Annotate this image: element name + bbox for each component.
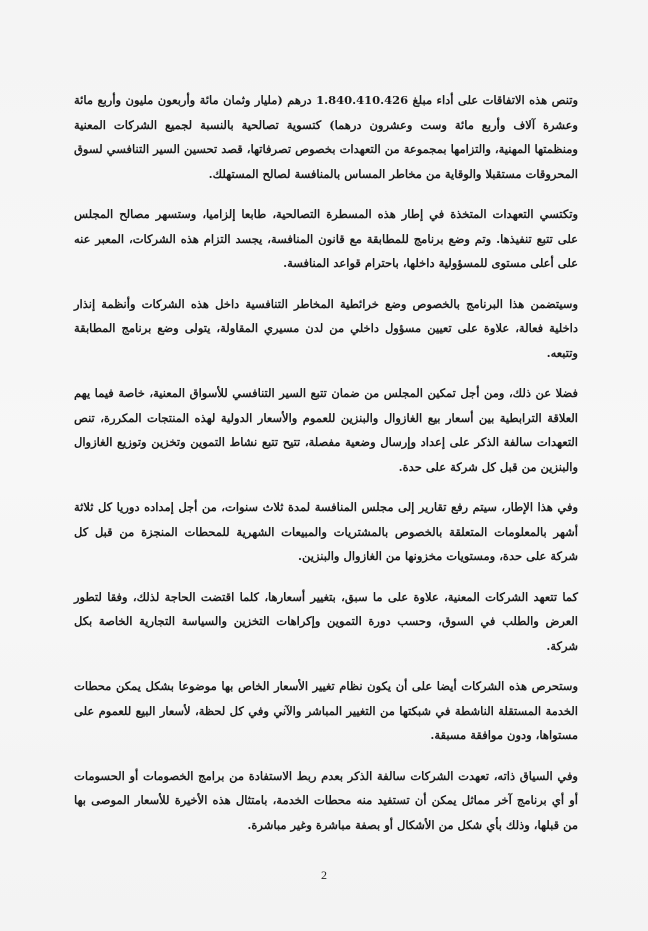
paragraph-compliance-program: وسيتضمن هذا البرنامج بالخصوص وضع خرائطية المخاطر التنافسية داخل هذه الشركات وأنظمة إنذار داخلية فعالة، علاوة على تعيين مسؤول داخلي من لدن مسيري المقاولة، يتولى وضع برنامج المطابقة وتتبعه. [74, 296, 578, 360]
paragraph-quarterly-reports: وفي هذا الإطار، سيتم رفع تقارير إلى مجلس المنافسة لمدة ثلاث سنوات، من أجل إمداده دوريا كل ثلاثة أشهر بالمعلومات المتعلقة بالخصوص بالمشتريات والمبيعات الشهرية للمحطات المنجزة من قبل كل شركة على حدة، ومستويات مخزونها من الغازوال والبنزين. [74, 500, 578, 563]
paragraph-price-monitoring: فضلا عن ذلك، ومن أجل تمكين المجلس من ضمان تتبع السير التنافسي للأسواق المعنية، خاصة فيما يهم العلاقة الترابطية بين أسعار بيع الغازوال والبنزين للعموم والأسعار الدولية لهذه المنتجات المكررة، تنص التعهدات سالفة الذكر على إعداد وإرسال وضعية مفصلة، تتيح تتبع نشاط التموين وتخزين وتوزيع الغازوال والبنزين من قبل كل شركة على حدة. [74, 386, 578, 474]
paragraph-price-changes: كما تتعهد الشركات المعنية، علاوة على ما سبق، بتغيير أسعارها، كلما اقتضت الحاجة لذلك، وفقا لتطور العرض والطلب في السوق، وحسب دورة التموين وإكراهات التخزين والسياسة التجارية الخاصة بكل شركة. [74, 589, 578, 653]
paragraph-station-pricing: وستحرص هذه الشركات أيضا على أن يكون نظام تغيير الأسعار الخاص بها موضوعا بشكل يمكن محطات الخدمة المستقلة الناشطة في شبكتها من التغيير المباشر والآني وفي كل لحظة، لأسعار البيع للعموم على مستواها، ودون موافقة مسبقة. [74, 679, 578, 742]
paragraph-discount-programs: وفي السياق ذاته، تعهدت الشركات سالفة الذكر بعدم ربط الاستفادة من برامج الخصومات أو الحسومات أو أي برنامج آخر مماثل يمكن أن تستفيد منه محطات الخدمة، بامتثال هذه الأخيرة للأسعار الموصى بها من قبلها، وذلك بأي شكل من الأشكال أو بصفة مباشرة وغير مباشرة. [74, 768, 578, 832]
page-number: 2 [321, 868, 327, 882]
paragraph-settlement-amount: وتنص هذه الاتفاقات على أداء مبلغ 1.840.410.426 درهم (مليار وثمان مائة وأربعون مليون وأربع مائة وعشرة آلاف وأربع مائة وست وعشرون درهما) كتسوية تصالحية بالنسبة لجميع الشركات المعنية ومنظمتها المهنية، والتزامها بمجموعة من التعهدات بخصوص تصرفاتها، قصد تحسين السير التنافسي لسوق المحروقات مستقبلا والوقاية من مخاطر المساس بالمنافسة لصالح المستهلك. [74, 93, 578, 181]
document-body [74, 88, 578, 853]
paragraph-binding-commitments: وتكتسي التعهدات المتخذة في إطار هذه المسطرة التصالحية، طابعا إلزاميا، وستسهر مصالح المجلس على تتبع تنفيذها. وتم وضع برنامج للمطابقة مع قانون المنافسة، يجسد التزام هذه الشركات، المعبر عنه على أعلى مستوى للمسؤولية داخلها، باحترام قواعد المنافسة. [74, 207, 578, 270]
